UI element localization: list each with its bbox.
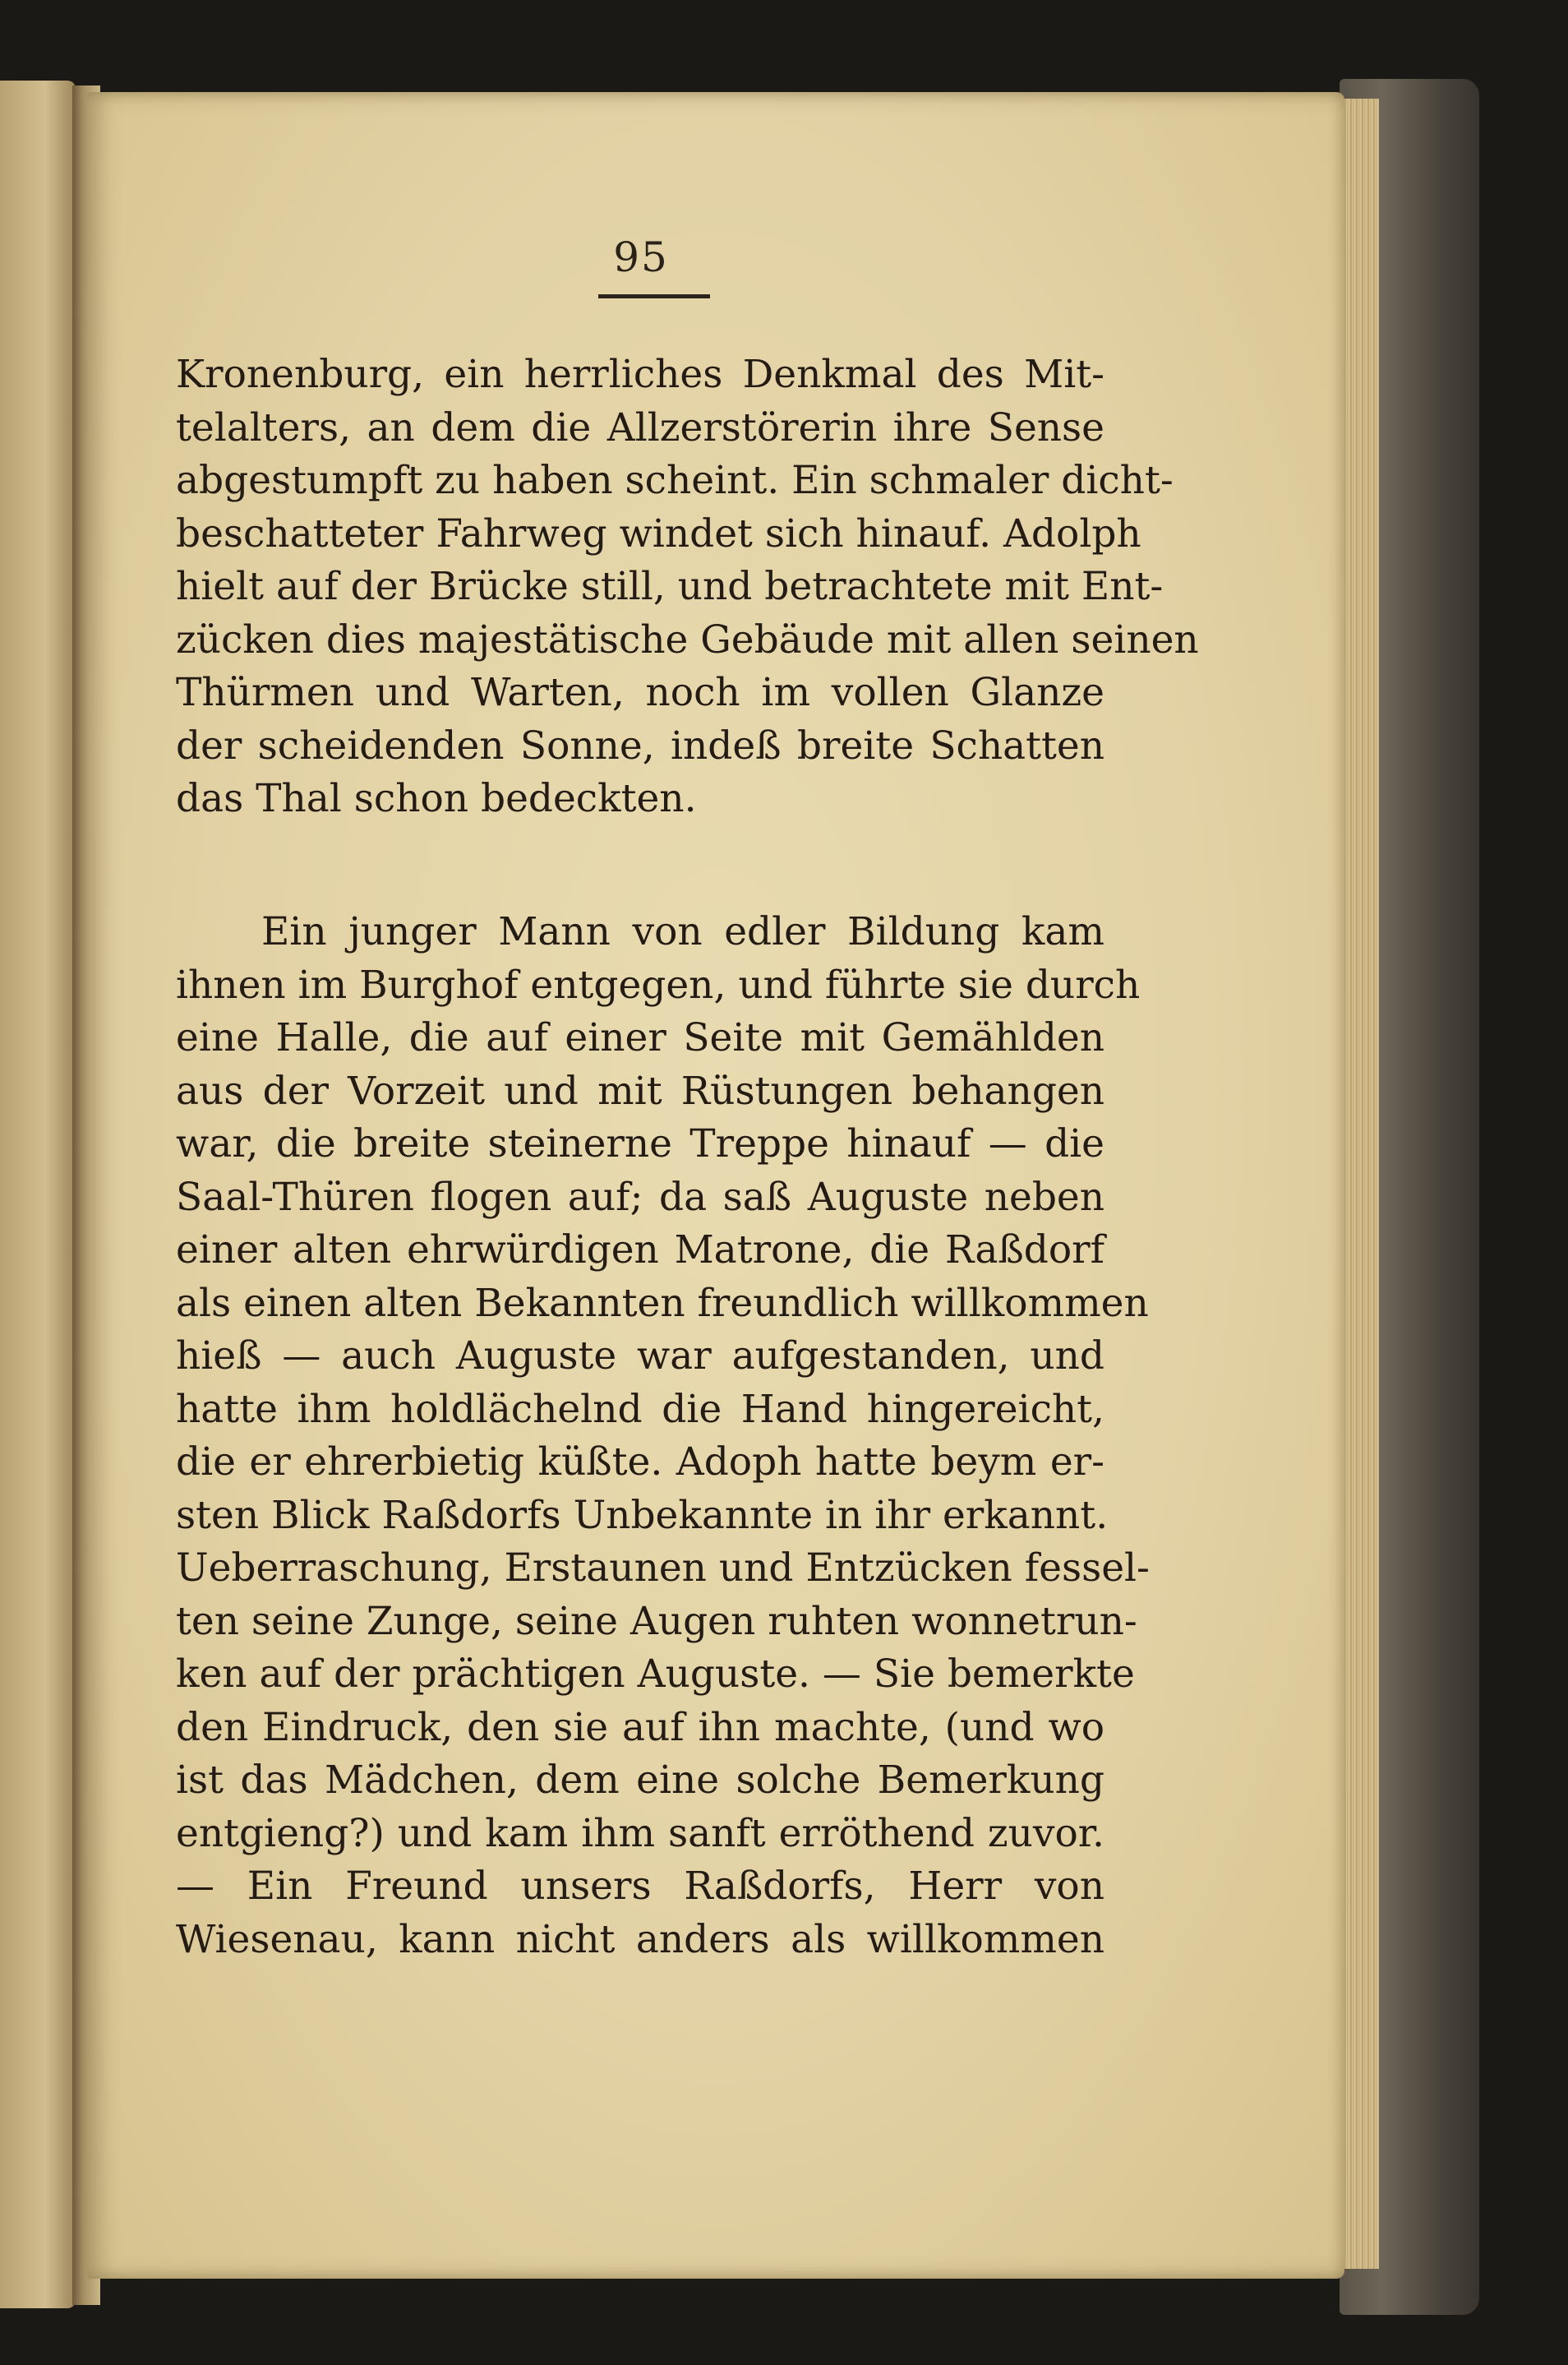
- text-line: Ueberraschung, Erstaunen und Entzücken fessel-: [176, 1545, 1150, 1591]
- text-line: hatte ihm holdlächelnd die Hand hingereicht,: [176, 1386, 1105, 1432]
- text-line: ihnen im Burghof entgegen, und führte sie durch: [176, 962, 1141, 1008]
- text-line: abgestumpft zu haben scheint. Ein schmaler dicht-: [176, 458, 1174, 503]
- text-line: Thürmen und Warten, noch im vollen Glanze: [176, 670, 1105, 715]
- paragraph-1: [176, 349, 1199, 826]
- text-line: als einen alten Bekannten freundlich willkommen: [176, 1280, 1149, 1326]
- text-line: aus der Vorzeit und mit Rüstungen behangen: [176, 1068, 1105, 1114]
- text-line: Ein junger Mann von edler Bildung kam: [261, 909, 1105, 954]
- text-line: eine Halle, die auf einer Seite mit Gemählden: [176, 1015, 1105, 1060]
- text-line: ken auf der prächtigen Auguste. — Sie bemerkte: [176, 1651, 1135, 1697]
- text-line: — Ein Freund unsers Raßdorfs, Herr von: [176, 1864, 1105, 1909]
- paragraph-2: [176, 906, 1150, 1966]
- left-page-edge: [0, 81, 76, 2308]
- text-line: zücken dies majestätische Gebäude mit allen seinen: [176, 617, 1199, 663]
- text-line: das Thal schon bedeckten.: [176, 776, 697, 821]
- text-line: die er ehrerbietig küßte. Adoph hatte beym er-: [176, 1439, 1105, 1485]
- text-line: sten Blick Raßdorfs Unbekannte in ihr erkannt.: [176, 1492, 1109, 1538]
- text-line: telalters, an dem die Allzerstörerin ihre Sense: [176, 404, 1105, 450]
- text-line: Saal-Thüren flogen auf; da saß Auguste neben: [176, 1174, 1105, 1220]
- text-line: ten seine Zunge, seine Augen ruhten wonnetrun-: [176, 1598, 1137, 1644]
- text-line: der scheidenden Sonne, indeß breite Schatten: [176, 723, 1105, 769]
- text-line: war, die breite steinerne Treppe hinauf — die: [176, 1121, 1105, 1166]
- page-number: 95: [613, 233, 669, 281]
- text-line: den Eindruck, den sie auf ihn machte, (und wo: [176, 1704, 1105, 1750]
- text-line: beschatteter Fahrweg windet sich hinauf. Adolph: [176, 510, 1141, 557]
- text-line: einer alten ehrwürdigen Matrone, die Raßdorf: [176, 1227, 1105, 1273]
- text-line: ist das Mädchen, dem eine solche Bemerkung: [176, 1758, 1105, 1803]
- text-line: Wiesenau, kann nicht anders als willkommen: [176, 1916, 1105, 1962]
- text-line: hieß — auch Auguste war aufgestanden, und: [176, 1333, 1105, 1379]
- text-line: Kronenburg, ein herrliches Denkmal des Mit-: [176, 352, 1105, 397]
- text-line: entgieng?) und kam ihm sanft erröthend zuvor.: [176, 1810, 1105, 1856]
- text-line: hielt auf der Brücke still, und betrachtete mit Ent-: [176, 564, 1164, 609]
- page-number-rule: [598, 294, 710, 298]
